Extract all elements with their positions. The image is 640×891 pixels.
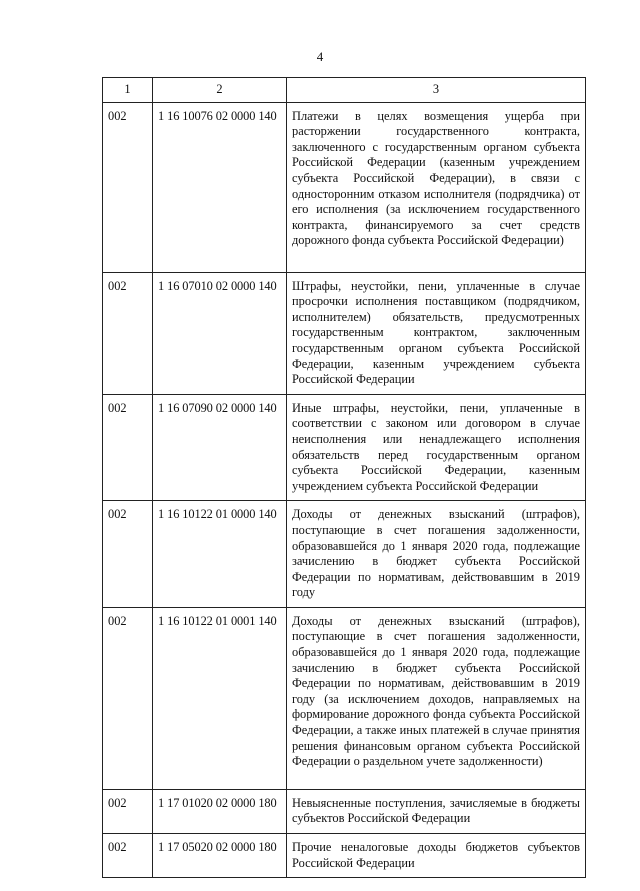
- budget-code-cell: 1 17 01020 02 0000 180: [153, 789, 287, 833]
- description-cell: Невыясненные поступления, зачисляемые в бюджеты субъектов Российской Федерации: [287, 789, 586, 833]
- budget-code-cell: 1 16 07090 02 0000 140: [153, 394, 287, 501]
- column-header-3: 3: [287, 78, 586, 103]
- page-number: 4: [316, 49, 324, 64]
- admin-code-cell: 002: [103, 102, 153, 272]
- admin-code-cell: 002: [103, 607, 153, 789]
- budget-code-cell: 1 16 10076 02 0000 140: [153, 102, 287, 272]
- admin-code-cell: 002: [103, 394, 153, 501]
- admin-code-cell: 002: [103, 789, 153, 833]
- budget-code-cell: 1 16 07010 02 0000 140: [153, 272, 287, 394]
- column-header-1: 1: [103, 78, 153, 103]
- table-row: [103, 102, 586, 272]
- description-cell: Штрафы, неустойки, пени, уплаченные в случае просрочки исполнения поставщиком (подрядчиком, исполнителем) обязательств, предусмотренных государственным контрактом, заключенным государственным органом субъекта Российской Федерации, казенным учреждением субъекта Российской Федерации: [287, 272, 586, 394]
- column-header-2: 2: [153, 78, 287, 103]
- admin-code-cell: 002: [103, 272, 153, 394]
- revenue-codes-table: [102, 77, 586, 878]
- description-cell: Доходы от денежных взысканий (штрафов), поступающие в счет погашения задолженности, образовавшейся до 1 января 2020 года, подлежащие зачислению в бюджет субъекта Российской Федерации по нормативам, действовавшим в 2019 году (за исключением доходов, направляемых на формирование дорожного фонда субъекта Российской Федерации, а также иных платежей в случае принятия решения финансовым органом субъекта Российской Федерации о раздельном учете задолженности): [287, 607, 586, 789]
- budget-code-cell: 1 16 10122 01 0000 140: [153, 501, 287, 608]
- description-cell: Прочие неналоговые доходы бюджетов субъектов Российской Федерации: [287, 834, 586, 878]
- admin-code-cell: 002: [103, 501, 153, 608]
- admin-code-cell: 002: [103, 834, 153, 878]
- description-cell: Иные штрафы, неустойки, пени, уплаченные в соответствии с законом или договором в случае неисполнения или ненадлежащего исполнения обязательств перед государственным органом субъекта Российской Федерации, казенным учреждением субъекта Российской Федерации: [287, 394, 586, 501]
- description-cell: Платежи в целях возмещения ущерба при расторжении государственного контракта, заключенного с государственным органом субъекта Российской Федерации (казенным учреждением субъекта Российской Федерации), в связи с односторонним отказом исполнителя (подрядчика) от его исполнения (за исключением государственного контракта, финансируемого за счет средств дорожного фонда субъекта Российской Федерации): [287, 102, 586, 272]
- description-cell: Доходы от денежных взысканий (штрафов), поступающие в счет погашения задолженности, образовавшейся до 1 января 2020 года, подлежащие зачислению в бюджет субъекта Российской Федерации по нормативам, действовавшим в 2019 году: [287, 501, 586, 608]
- budget-code-cell: 1 16 10122 01 0001 140: [153, 607, 287, 789]
- budget-code-cell: 1 17 05020 02 0000 180: [153, 834, 287, 878]
- table-row: [103, 834, 586, 878]
- table-row: [103, 394, 586, 501]
- table-row: [103, 501, 586, 608]
- table-row: [103, 272, 586, 394]
- table-row: [103, 789, 586, 833]
- table-header-row: [103, 78, 586, 103]
- table-row: [103, 607, 586, 789]
